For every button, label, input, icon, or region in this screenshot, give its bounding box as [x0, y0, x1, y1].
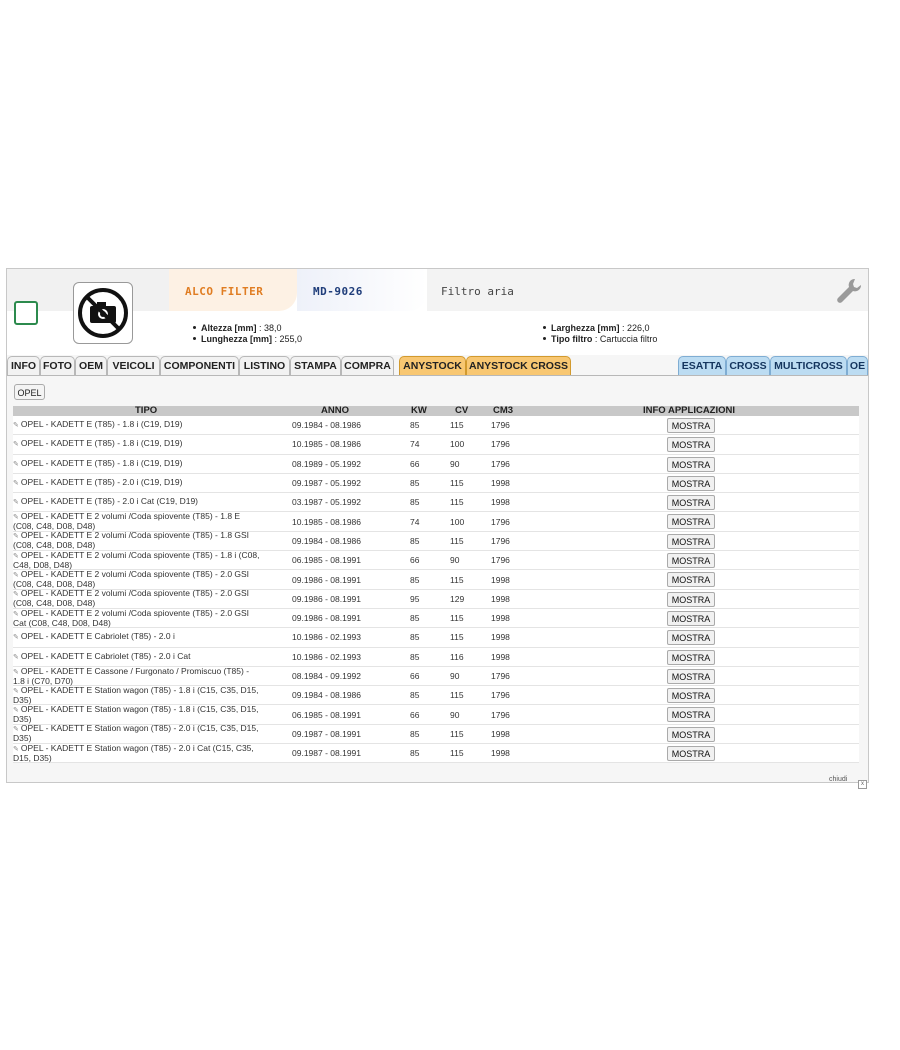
cell-tipo [13, 551, 263, 569]
cell-anno: 09.1987 - 05.1992 [292, 478, 362, 489]
cell-kw: 66 [410, 555, 420, 566]
cell-cm3: 1998 [491, 574, 510, 585]
wrench-mini-icon: ✎ [13, 572, 19, 580]
cell-tipo-text [13, 609, 263, 628]
cell-tipo-text [13, 478, 182, 488]
cell-cm3: 1998 [491, 478, 510, 489]
cell-kw: 85 [410, 632, 420, 643]
product-header [7, 269, 868, 355]
wrench-mini-icon: ✎ [13, 726, 19, 734]
cell-anno: 10.1985 - 08.1986 [292, 516, 362, 527]
cell-cm3: 1998 [491, 748, 510, 759]
table-row [13, 551, 859, 570]
table-row [13, 512, 859, 531]
mostra-button[interactable]: MOSTRA [667, 707, 715, 722]
cell-tipo-text [13, 652, 190, 662]
spec-label: Larghezza [mm] [551, 323, 620, 333]
cell-kw: 85 [410, 613, 420, 624]
close-icon[interactable]: x [858, 780, 867, 789]
table-row [13, 744, 859, 763]
table-header [13, 406, 859, 416]
wrench-mini-icon: ✎ [13, 610, 19, 618]
mostra-button[interactable]: MOSTRA [667, 669, 715, 684]
cell-kw: 74 [410, 516, 420, 527]
tab-stampa[interactable]: STAMPA [290, 356, 341, 375]
mostra-button[interactable]: MOSTRA [667, 418, 715, 433]
cell-tipo-text [13, 589, 263, 608]
cell-anno: 08.1984 - 09.1992 [292, 671, 362, 681]
cell-kw: 85 [410, 420, 420, 431]
cell-kw: 74 [410, 439, 420, 450]
col-info-applicazioni: INFO APPLICAZIONI [643, 405, 736, 416]
mostra-button[interactable]: MOSTRA [667, 572, 715, 587]
col-cm3: CM3 [493, 405, 514, 416]
mostra-button[interactable]: MOSTRA [667, 553, 715, 568]
cell-cm3: 1796 [491, 420, 510, 431]
mostra-button[interactable]: MOSTRA [667, 495, 715, 510]
tipo-text: OPEL - KADETT E Station wagon (T85) - 2.0 i Cat (C15, C35, D15, D35) [13, 742, 254, 763]
product-code: MD-9026 [313, 285, 363, 298]
cell-cv: 115 [450, 478, 464, 489]
cell-cv: 100 [450, 439, 465, 450]
mostra-button[interactable]: MOSTRA [667, 727, 715, 742]
spec-label: Tipo filtro [551, 334, 593, 344]
cell-tipo-text [13, 667, 263, 686]
mostra-button[interactable]: MOSTRA [667, 650, 715, 665]
cell-cv: 90 [450, 555, 460, 566]
wrench-mini-icon: ✎ [13, 552, 19, 560]
cell-anno: 10.1986 - 02.1993 [292, 651, 362, 662]
tipo-text: OPEL - KADETT E (T85) - 2.0 i Cat (C19, D19) [20, 496, 199, 507]
spec-larghezza: Larghezza [mm] : 226,0 [543, 323, 650, 333]
table-row [13, 609, 859, 628]
wrench-mini-icon: ✎ [13, 591, 19, 599]
table-row [13, 590, 859, 609]
tipo-text: OPEL - KADETT E Cabriolet (T85) - 2.0 i [20, 631, 175, 642]
cell-kw: 85 [410, 651, 420, 662]
cell-anno: 08.1989 - 05.1992 [292, 458, 362, 469]
cell-kw: 95 [410, 593, 420, 604]
tipo-text: OPEL - KADETT E 2 volumi /Coda spiovente (T85) - 2.0 GSI (C08, C48, D08, D48) [13, 569, 250, 590]
no-photo-camera-icon[interactable] [73, 282, 133, 344]
cell-cm3: 1998 [491, 651, 510, 662]
cell-cv: 115 [450, 420, 464, 431]
cell-anno: 10.1985 - 08.1986 [292, 439, 362, 450]
table-row [13, 648, 859, 667]
cell-cm3: 1796 [491, 671, 510, 681]
table-row [13, 493, 859, 512]
table-row [13, 686, 859, 705]
table-row [13, 705, 859, 724]
cell-kw: 85 [410, 748, 420, 759]
cell-cv: 115 [450, 728, 464, 739]
applications-table [13, 416, 859, 763]
tipo-text: OPEL - KADETT E (T85) - 2.0 i (C19, D19) [20, 477, 183, 488]
tab-bar [7, 356, 868, 376]
cell-kw: 85 [410, 728, 420, 739]
cell-tipo [13, 532, 263, 550]
spec-value: 38,0 [264, 323, 282, 333]
cell-tipo-text [13, 705, 263, 724]
cell-tipo [13, 725, 263, 743]
table-row [13, 667, 859, 686]
wrench-mini-icon: ✎ [13, 480, 19, 488]
cell-tipo [13, 667, 263, 685]
cell-anno: 03.1987 - 05.1992 [292, 497, 362, 508]
tab-anystock[interactable]: ANYSTOCK [399, 356, 466, 375]
mostra-button[interactable]: MOSTRA [667, 630, 715, 645]
cell-tipo-text [13, 459, 182, 469]
cell-anno: 09.1984 - 08.1986 [292, 535, 362, 546]
cell-anno: 09.1984 - 08.1986 [292, 690, 362, 701]
cell-cv: 115 [450, 690, 464, 701]
cell-tipo-text [13, 570, 263, 589]
close-link[interactable]: chiudi [829, 776, 848, 783]
tab-cross[interactable]: CROSS [726, 356, 770, 375]
tab-anystock-cross[interactable]: ANYSTOCK CROSS [466, 356, 571, 375]
cell-anno: 06.1985 - 08.1991 [292, 555, 362, 566]
cell-tipo [13, 590, 263, 608]
wrench-mini-icon: ✎ [13, 668, 19, 676]
cell-tipo-text [13, 744, 263, 763]
tipo-text: OPEL - KADETT E 2 volumi /Coda spiovente (T85) - 2.0 GSI Cat (C08, C48, D08, D48) [13, 607, 250, 628]
tab-multicross[interactable]: MULTICROSS [770, 356, 847, 375]
cell-cm3: 1796 [491, 439, 510, 450]
tipo-text: OPEL - KADETT E (T85) - 1.8 i (C19, D19) [20, 438, 183, 449]
cell-tipo-text [13, 439, 182, 449]
tipo-text: OPEL - KADETT E (T85) - 1.8 i (C19, D19) [20, 457, 183, 468]
mostra-button[interactable]: MOSTRA [667, 611, 715, 626]
cell-tipo [13, 416, 263, 434]
tipo-text: OPEL - KADETT E 2 volumi /Coda spiovente (T85) - 2.0 GSI (C08, C48, D08, D48) [13, 588, 250, 609]
cell-anno: 09.1986 - 08.1991 [292, 593, 362, 604]
cell-cv: 90 [450, 709, 460, 720]
cell-cv: 90 [450, 671, 460, 681]
cell-kw: 85 [410, 497, 420, 508]
tab-componenti[interactable]: COMPONENTI [160, 356, 239, 375]
tab-foto[interactable]: FOTO [40, 356, 75, 375]
tipo-text: OPEL - KADETT E Cassone / Furgonato / Promiscuo (T85) - 1.8 i (C70, D70) [13, 665, 250, 686]
cell-tipo [13, 493, 263, 511]
tipo-text: OPEL - KADETT E Cabriolet (T85) - 2.0 i Cat [20, 650, 191, 661]
cell-cv: 115 [450, 748, 464, 759]
table-row [13, 725, 859, 744]
col-kw: KW [411, 405, 427, 416]
cell-tipo-text [13, 551, 263, 570]
spec-value: 255,0 [279, 334, 303, 344]
wrench-mini-icon: ✎ [13, 499, 19, 507]
cell-tipo [13, 628, 263, 646]
col-cv: CV [455, 405, 469, 416]
brand-name: ALCO FILTER [185, 285, 264, 298]
spec-altezza: Altezza [mm] : 38,0 [193, 323, 282, 333]
select-checkbox[interactable] [14, 301, 38, 325]
tab-compra[interactable]: COMPRA [341, 356, 394, 375]
col-tipo: TIPO [135, 405, 158, 416]
cell-tipo [13, 648, 263, 666]
tipo-text: OPEL - KADETT E 2 volumi /Coda spiovente (T85) - 1.8 i (C08, C48, D08, D48) [13, 549, 260, 570]
cell-cm3: 1796 [491, 516, 510, 527]
product-description: Filtro aria [441, 285, 514, 298]
cell-cm3: 1796 [491, 690, 510, 701]
spec-value: Cartuccia filtro [599, 334, 658, 344]
mostra-button[interactable]: MOSTRA [667, 476, 715, 491]
cell-anno: 09.1987 - 08.1991 [292, 748, 362, 759]
cell-tipo [13, 512, 263, 530]
tab-info[interactable]: INFO [7, 356, 40, 375]
cell-cv: 90 [450, 458, 460, 469]
cell-kw: 85 [410, 535, 420, 546]
cell-tipo-text [13, 632, 175, 642]
spec-label: Altezza [mm] [201, 323, 257, 333]
wrench-mini-icon: ✎ [13, 687, 19, 695]
cell-tipo [13, 570, 263, 588]
spec-tipo-filtro: Tipo filtro : Cartuccia filtro [543, 334, 657, 344]
cell-cm3: 1998 [491, 632, 510, 643]
tipo-text: OPEL - KADETT E 2 volumi /Coda spiovente (T85) - 1.8 GSI (C08, C48, D08, D48) [13, 530, 250, 551]
cell-cv: 115 [450, 497, 464, 508]
cell-tipo-text [13, 724, 263, 743]
cell-tipo-text [13, 686, 263, 705]
tab-oem[interactable]: OEM [75, 356, 107, 375]
cell-cv: 100 [450, 516, 465, 527]
cell-kw: 85 [410, 690, 420, 701]
wrench-icon[interactable] [835, 277, 863, 305]
table-row [13, 435, 859, 454]
cell-cm3: 1796 [491, 458, 510, 469]
table-row [13, 474, 859, 493]
cell-anno: 09.1987 - 08.1991 [292, 728, 362, 739]
cell-tipo-text [13, 497, 198, 507]
mostra-button[interactable]: MOSTRA [667, 514, 715, 529]
cell-kw: 85 [410, 574, 420, 585]
cell-cm3: 1796 [491, 709, 510, 720]
col-anno: ANNO [321, 405, 349, 416]
spec-label: Lunghezza [mm] [201, 334, 272, 344]
cell-kw: 66 [410, 671, 420, 681]
cell-tipo [13, 435, 263, 453]
table-row [13, 416, 859, 435]
product-panel [6, 268, 869, 787]
tab-esatta[interactable]: ESATTA [678, 356, 726, 375]
wrench-mini-icon: ✎ [13, 441, 19, 449]
cell-cm3: 1998 [491, 497, 510, 508]
mostra-button[interactable]: MOSTRA [667, 688, 715, 703]
cell-anno: 09.1986 - 08.1991 [292, 613, 362, 624]
mostra-button[interactable]: MOSTRA [667, 592, 715, 607]
cell-cv: 115 [450, 613, 464, 624]
tab-oe[interactable]: OE [847, 356, 868, 375]
tipo-text: OPEL - KADETT E Station wagon (T85) - 1.8 i (C15, C35, D15, D35) [13, 684, 259, 705]
cell-tipo-text [13, 420, 182, 430]
cell-cv: 129 [450, 593, 465, 604]
cell-tipo [13, 474, 263, 492]
cell-cm3: 1796 [491, 555, 510, 566]
cell-cm3: 1796 [491, 535, 510, 546]
spec-lunghezza: Lunghezza [mm] : 255,0 [193, 334, 302, 344]
cell-cv: 116 [450, 651, 464, 662]
cell-tipo [13, 686, 263, 704]
opel-filter-button[interactable]: OPEL [14, 384, 45, 400]
cell-tipo [13, 705, 263, 723]
wrench-mini-icon: ✎ [13, 707, 19, 715]
wrench-mini-icon: ✎ [13, 634, 19, 642]
wrench-mini-icon: ✎ [13, 533, 19, 541]
wrench-mini-icon: ✎ [13, 514, 19, 522]
mostra-button[interactable]: MOSTRA [667, 457, 715, 472]
cell-tipo [13, 744, 263, 762]
cell-anno: 10.1986 - 02.1993 [292, 632, 362, 643]
cell-cv: 115 [450, 574, 464, 585]
spec-value: 226,0 [627, 323, 650, 333]
table-row [13, 628, 859, 647]
wrench-mini-icon: ✎ [13, 653, 19, 661]
table-row [13, 570, 859, 589]
tab-listino[interactable]: LISTINO [239, 356, 290, 375]
cell-tipo-text [13, 531, 263, 550]
cell-cm3: 1998 [491, 593, 510, 604]
cell-anno: 09.1984 - 08.1986 [292, 420, 362, 431]
mostra-button[interactable]: MOSTRA [667, 746, 715, 761]
tab-divider [7, 375, 868, 376]
cell-anno: 09.1986 - 08.1991 [292, 574, 362, 585]
cell-kw: 66 [410, 709, 420, 720]
wrench-mini-icon: ✎ [13, 745, 19, 753]
cell-tipo [13, 609, 263, 627]
tipo-text: OPEL - KADETT E 2 volumi /Coda spiovente (T85) - 1.8 E (C08, C48, D08, D48) [13, 511, 241, 532]
table-row [13, 455, 859, 474]
mostra-button[interactable]: MOSTRA [667, 534, 715, 549]
cell-cv: 115 [450, 632, 464, 643]
tipo-text: OPEL - KADETT E Station wagon (T85) - 1.8 i (C15, C35, D15, D35) [13, 704, 259, 725]
tipo-text: OPEL - KADETT E Station wagon (T85) - 2.0 i (C15, C35, D15, D35) [13, 723, 259, 744]
wrench-mini-icon: ✎ [13, 422, 19, 430]
wrench-mini-icon: ✎ [13, 460, 19, 468]
mostra-button[interactable]: MOSTRA [667, 437, 715, 452]
tab-veicoli[interactable]: VEICOLI [107, 356, 160, 375]
cell-anno: 06.1985 - 08.1991 [292, 709, 362, 720]
cell-cm3: 1998 [491, 728, 510, 739]
tipo-text: OPEL - KADETT E (T85) - 1.8 i (C19, D19) [20, 419, 183, 430]
cell-tipo [13, 455, 263, 473]
cell-cv: 115 [450, 535, 464, 546]
cell-kw: 66 [410, 458, 420, 469]
table-row [13, 532, 859, 551]
cell-cm3: 1998 [491, 613, 510, 624]
cell-tipo-text [13, 512, 263, 531]
cell-kw: 85 [410, 478, 420, 489]
